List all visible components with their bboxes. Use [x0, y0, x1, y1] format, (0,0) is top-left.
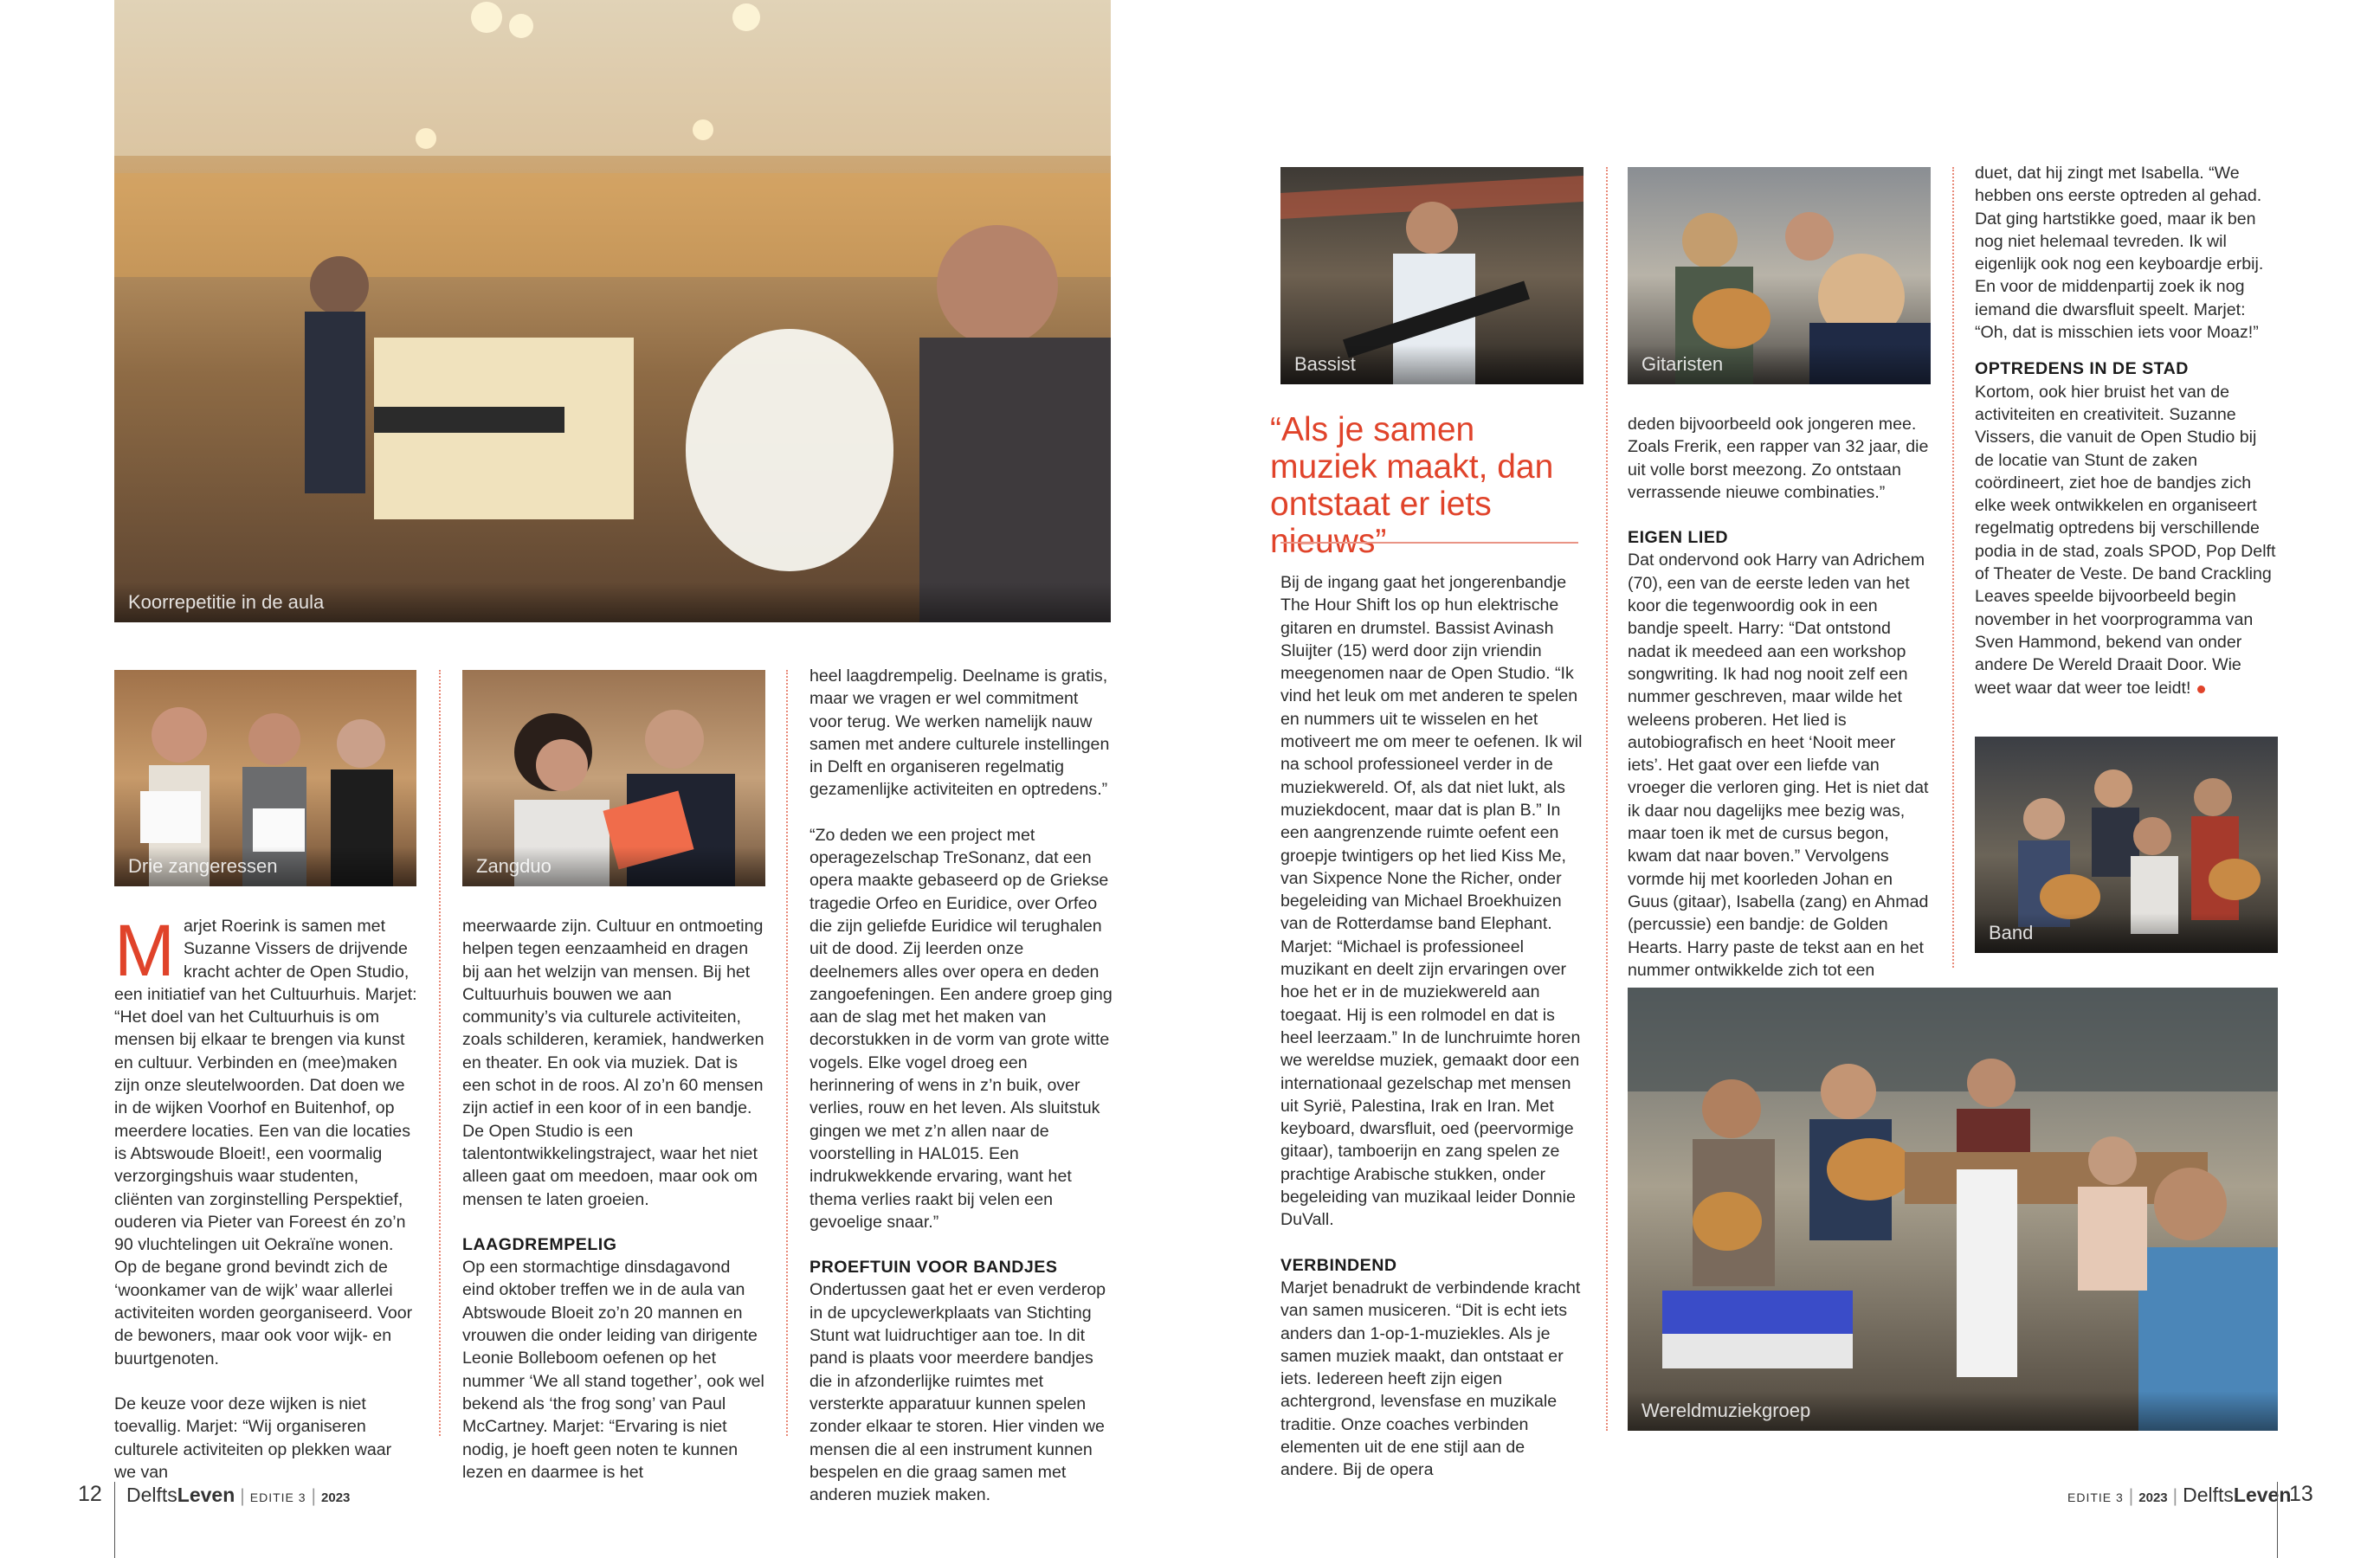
article-column-4 — [1280, 571, 1583, 1482]
paragraph: heel laagdrempelig. Deelname is gratis, maar we vragen er wel commitment voor terug. We werken namelijk nauw samen met andere culturele instellingen in Delft en organiseren regelmatig gezamenlijke activiteiten en optredens.” — [809, 666, 1110, 800]
page-number-left: 12 — [78, 1482, 102, 1506]
year-label: 2023 — [321, 1490, 351, 1505]
article-column-5 — [1628, 413, 1931, 982]
edition-label: EDITIE 3 — [249, 1490, 306, 1504]
column-divider — [1606, 167, 1608, 1431]
paragraph: Ondertussen gaat het er even verderop in de upcyclewerkplaats van Stichting Stunt wat luidruchtiger aan toe. In dit pand is plaats voor meerdere bandjes die in afzonderlijke ruimtes met versterkte apparatuur kunnen spelen zonder elkaar te storen. Hier vinden we mensen die al een instrument kunnen bespelen en die graag samen met anderen muziek maken. — [809, 1280, 1106, 1505]
section-heading: VERBINDEND — [1280, 1255, 1397, 1275]
paragraph: “Zo deden we een project met operagezelschap TreSonanz, dat een opera maakte gebaseerd op de Griekse tragedie Orfeo en Euridice, over Orfeo die zijn geliefde Euridice wil terughalen uit de dood. Zij leerden onze deelnemers alles over opera en deden zangoefeningen. Een andere groep ging aan de slag met het maken van decorstukken in de vorm van grote witte vogels. Elke vogel droeg een herinnering of wens in z’n buik, over verlies, rouw en het leven. Als sluitstuk gingen we met z’n allen naar de voorstelling in HAL015. Een indrukwekkende ervaring, want het thema verlies raakt bij velen een gevoelige snaar.” — [809, 825, 1113, 1232]
paragraph: Marjet benadrukt de verbindende kracht van samen musiceren. “Dit is echt iets anders dan 1-op-1-muziekles. Als je samen muziek maakt, dan ontstaat er iets. Iedereen heeft zijn eigen achtergrond, levensfase en muzikale traditie. Onze coaches verbinden elementen uit de ene stijl aan de andere. Bij de opera — [1280, 1278, 1581, 1480]
guitarists-caption: Gitaristen — [1628, 344, 1931, 384]
bassist-photo — [1280, 167, 1583, 384]
article-column-2 — [462, 915, 765, 1484]
footer-brand-left: DelftsLeven | EDITIE 3 | 2023 — [126, 1484, 351, 1506]
section-heading: EIGEN LIED — [1628, 528, 1729, 548]
article-column-6 — [1975, 162, 2278, 699]
footer-brand-right: EDITIE 3 | 2023 | DelftsLeven — [2067, 1484, 2292, 1506]
world-music-caption: Wereldmuziekgroep — [1628, 1391, 2278, 1431]
column-divider — [1952, 167, 1954, 968]
paragraph: De keuze voor deze wijken is niet toevallig. Marjet: “Wij organiseren culturele activiteiten op plekken waar we van — [114, 1394, 392, 1482]
drop-cap: M — [114, 910, 175, 991]
paragraph: Bij de ingang gaat het jongerenbandje The Hour Shift los op hun elektrische gitaren en drumstel. Bassist Avinash Sluijter (15) werd door zijn vriendin meegenomen naar de Open Studio. “Ik vind het leuk om met anderen te spelen en nummers uit te wisselen en het motiveert me om meer te oefenen. Ik wil na school professioneel verder in de muziekwereld. Of, als dat niet lukt, als muziekdocent, maar dat is plan B.” In een aangrenzende ruimte oefent een groepje twintigers op het lied Kiss Me, van Sixpence None the Richer, onder begeleiding van Michael Broekhuizen van de Rotterdamse band Elephant. Marjet: “Michael is professioneel muzikant en deelt zijn ervaringen over hoe het er in de muziekwereld aan toegaat. Hij is een rolmodel en dat is heel leerzaam.” In de lunchruimte horen we wereldse muziek, gemaakt door een internationaal gezelschap met mensen uit Syrië, Palestina, Irak en Iran. Met keyboard, dwarsfluit, oed (peervormige gitaar), tamboerijn en zang spelen ze prachtige Arabische stukken, onder begeleiding van muzikaal leider Donnie DuVall. — [1280, 573, 1583, 1230]
column-divider — [439, 670, 441, 1436]
paragraph: arjet Roerink is samen met Suzanne Vissers de drijvende kracht achter de Open Studio, een initiatief van het Cultuurhuis. Marjet: “Het doel van het Cultuurhuis is om mensen bij elkaar te brengen via kunst en cultuur. Verbinden en (mee)maken zijn onze sleutelwoorden. Dat doen we in de wijken Voorhof en Buitenhof, op meerdere locaties. Een van die locaties is Abtswoude Bloeit!, een voormalig verzorgingshuis waar studenten, cliënten van zorginstelling Perspektief, ouderen via Pieter van Foreest én zo’n 90 vluchtelingen uit Oekraïne wonen. Op de begane grond bevindt zich de ‘woonkamer van de wijk’ waar allerlei activiteiten worden georganiseerd. Voor de bewoners, maar ook voor wijk- en buurtgenoten. — [114, 917, 417, 1368]
paragraph: deden bijvoorbeeld ook jongeren mee. Zoals Frerik, een rapper van 32 jaar, die uit volle borst meezong. Zo ontstaan verrassende nieuwe combinaties.” — [1628, 415, 1929, 502]
three-singers-caption: Drie zangeressen — [114, 847, 416, 886]
brand-light: Delfts — [2183, 1484, 2234, 1506]
column-divider — [786, 670, 788, 1436]
article-column-3 — [809, 665, 1113, 1506]
duet-pair-caption: Zangduo — [462, 847, 765, 886]
footer-rule-right — [2277, 1482, 2278, 1558]
brand-light: Delfts — [126, 1484, 177, 1506]
world-music-illustration — [1628, 988, 2278, 1431]
pull-quote-rule — [1280, 542, 1578, 544]
guitarists-photo — [1628, 167, 1931, 384]
edition-label: EDITIE 3 — [2067, 1490, 2124, 1504]
footer-rule-left — [114, 1482, 115, 1558]
paragraph: meerwaarde zijn. Cultuur en ontmoeting helpen tegen eenzaamheid en dragen bij aan het welzijn van mensen. Bij het Cultuurhuis bouwen we aan community’s via culturele activiteiten, zoals schilderen, keramiek, handwerken en theater. En ook via muziek. Dat is een schot in de roos. Al zo’n 60 mensen zijn actief in een koor of in een bandje. De Open Studio is een talentontwikkelingstraject, waar het niet alleen gaat om meedoen, maar ook om mensen te laten groeien. — [462, 917, 764, 1209]
bassist-caption: Bassist — [1280, 344, 1583, 384]
world-music-photo — [1628, 988, 2278, 1431]
paragraph: Op een stormachtige dinsdagavond eind oktober treffen we in de aula van Abtswoude Bloeit zo’n 20 mannen en vrouwen die onder leiding van dirigente Leonie Bolleboom oefenen op het nummer ‘We all stand together’, ook wel bekend als ‘the frog song’ van Paul McCartney. Marjet: “Ervaring is niet nodig, je hoeft geen noten te kunnen lezen en daarmee is het — [462, 1258, 764, 1482]
choir-rehearsal-photo — [114, 0, 1111, 622]
pull-quote: “Als je samen muziek maakt, dan ontstaat er iets nieuws” — [1270, 411, 1554, 560]
three-singers-photo — [114, 670, 416, 886]
section-heading: PROEFTUIN VOOR BANDJES — [809, 1258, 1058, 1278]
end-mark-icon — [2197, 686, 2205, 693]
page-number-right: 13 — [2289, 1482, 2313, 1506]
brand-bold: Leven — [2233, 1484, 2292, 1506]
paragraph: Dat ondervond ook Harry van Adrichem (70), een van de eerste leden van het koor die tegenwoordig ook in een bandje speelt. Harry: “Dat ontstond nadat ik meedeed aan een workshop songwriting. Ik had nog nooit zelf een nummer geschreven, maar wilde het weleens proberen. Het lied is autobiografisch en heet ‘Nooit meer iets’. Het gaat over een liefde van vroeger die verloren ging. Het is niet dat ik daar nou dagelijks mee bezig was, maar toen ik met de cursus begon, kwam dat naar boven.” Vervolgens vormde hij met koorleden Johan en Guus (gitaar), Isabella (zang) en Ahmad (percussie) een bandje: de Golden Hearts. Harry paste de tekst aan en het nummer ontwikkelde zich tot een — [1628, 550, 1929, 980]
choir-photo-caption: Koorrepetitie in de aula — [114, 583, 1111, 622]
article-column-1 — [114, 910, 417, 1484]
band-portrait-caption: Band — [1975, 913, 2278, 953]
band-portrait-photo — [1975, 737, 2278, 953]
section-heading: OPTREDENS IN DE STAD — [1975, 359, 2189, 379]
year-label: 2023 — [2138, 1490, 2168, 1505]
duet-pair-photo — [462, 670, 765, 886]
paragraph: Kortom, ook hier bruist het van de activiteiten en creativiteit. Suzanne Vissers, die vanuit de Open Studio bij de locatie van Stunt de zaken coördineert, ziet hoe de bandjes zich elke week ontwikkelen en organiseert regelmatig optredens bij verschillende podia in de stad, zoals SPOD, Pop Delft of Theater de Veste. De band Crackling Leaves speelde bijvoorbeeld begin november in het voorprogramma van Sven Hammond, bekend van onder andere De Wereld Draait Door. Wie weet waar dat weer toe leidt! — [1975, 382, 2276, 698]
brand-bold: Leven — [177, 1484, 235, 1506]
section-heading: LAAGDREMPELIG — [462, 1234, 617, 1254]
choir-scene-illustration — [114, 0, 1111, 622]
paragraph: duet, dat hij zingt met Isabella. “We hebben ons eerste optreden al gehad. Dat ging hartstikke goed, maar ik ben nog niet helemaal tevreden. Ik wil eigenlijk ook nog een keyboardje erbij. En voor de middenpartij zoek ik nog iemand die dwarsfluit speelt. Marjet: “Oh, dat is misschien iets voor Moaz!” — [1975, 164, 2264, 343]
